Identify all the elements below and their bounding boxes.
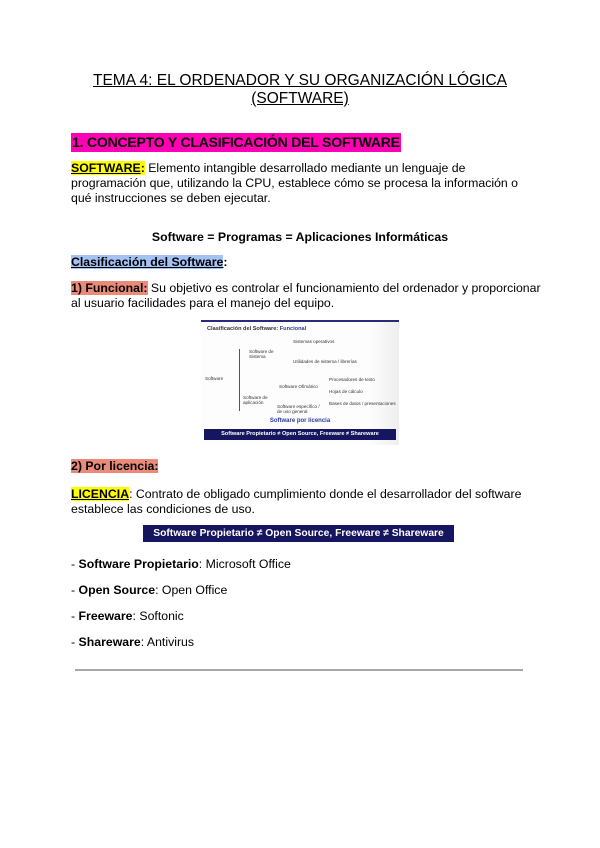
license-example-open-source xyxy=(71,583,227,598)
licencia-definition-text: : Contrato de obligado cumplimiento donde el desarrollador del software establece las condiciones de uso. xyxy=(71,487,522,516)
license-type: Software Propietario xyxy=(78,557,199,571)
diagram-branch-system: Software de Sistema xyxy=(249,349,274,359)
licencia-heading-text: 2) Por licencia: xyxy=(71,459,159,473)
list-bullet: - xyxy=(71,635,79,649)
licencia-term: LICENCIA xyxy=(71,487,130,501)
licencia-heading xyxy=(71,459,541,474)
diagram-license-banner: Software Propietario ≠ Open Source, Freeware ≠ Shareware xyxy=(204,429,396,440)
list-bullet: - xyxy=(71,557,79,571)
software-term-colon: : xyxy=(140,161,145,175)
list-bullet: - xyxy=(71,609,79,623)
funcional-definition xyxy=(71,281,541,311)
licencia-definition xyxy=(71,487,541,517)
classification-heading-text: Clasificación del Software xyxy=(71,255,224,269)
license-type: Freeware xyxy=(78,609,133,623)
diagram-item-utils: Utilidades de sistema / librerías xyxy=(293,359,357,364)
classification-diagram-image xyxy=(201,320,399,445)
software-definition xyxy=(71,161,541,206)
document-title-line2: (SOFTWARE) xyxy=(251,90,349,107)
diagram-ofimatico-db: Bases de datos / presentaciones xyxy=(329,401,396,406)
diagram-ofimatico-calc: Hojas de cálculo xyxy=(329,389,363,394)
diagram-item-specific: Software específico / de uso general xyxy=(277,404,320,414)
license-example: : Microsoft Office xyxy=(198,557,291,571)
horizontal-divider xyxy=(75,669,523,671)
diagram-title-accent: Funcional xyxy=(279,326,307,332)
license-comparison-banner: Software Propietario ≠ Open Source, Freeware ≠ Shareware xyxy=(143,525,454,542)
diagram-brace-root xyxy=(239,349,240,411)
software-equation: Software = Programas = Aplicaciones Informáticas xyxy=(151,230,449,244)
funcional-label: 1) Funcional: xyxy=(71,281,148,295)
diagram-subtitle: Software por licencia xyxy=(269,418,331,424)
section-heading-concepto: 1. CONCEPTO Y CLASIFICACIÓN DEL SOFTWARE xyxy=(72,134,400,150)
license-example: : Antivirus xyxy=(140,635,195,649)
classification-heading xyxy=(71,255,541,270)
license-example: : Open Office xyxy=(155,583,228,597)
software-term: SOFTWARE xyxy=(71,161,141,175)
document-title-line1: TEMA 4: EL ORDENADOR Y SU ORGANIZACIÓN LÓGICA xyxy=(93,72,507,89)
license-type: Open Source xyxy=(78,583,156,597)
license-example-propietario xyxy=(71,557,291,572)
license-type: Shareware xyxy=(78,635,141,649)
diagram-branch-application: Software de aplicación xyxy=(243,395,268,405)
diagram-item-ofimatico: Software Ofimático xyxy=(279,384,318,389)
license-example: : Softonic xyxy=(132,609,184,623)
diagram-item-os: Sistemas operativos xyxy=(293,339,335,344)
list-bullet: - xyxy=(71,583,79,597)
diagram-root: Software xyxy=(205,376,224,381)
diagram-title-text: Clasificación del Software: xyxy=(207,326,280,332)
software-definition-text: Elemento intangible desarrollado mediante un lenguaje de programación que, utilizando la CPU, establece cómo se procesa la información o qué instrucciones se deben ejecutar. xyxy=(71,161,519,205)
license-example-shareware xyxy=(71,635,194,650)
diagram-ofimatico-text: Procesadores de texto xyxy=(329,377,375,382)
classification-heading-colon: : xyxy=(223,255,228,269)
diagram-title xyxy=(207,326,306,332)
license-example-freeware xyxy=(71,609,184,624)
funcional-text: Su objetivo es controlar el funcionamiento del ordenador y proporcionar al usuario facilidades para el manejo del equipo. xyxy=(71,281,541,310)
